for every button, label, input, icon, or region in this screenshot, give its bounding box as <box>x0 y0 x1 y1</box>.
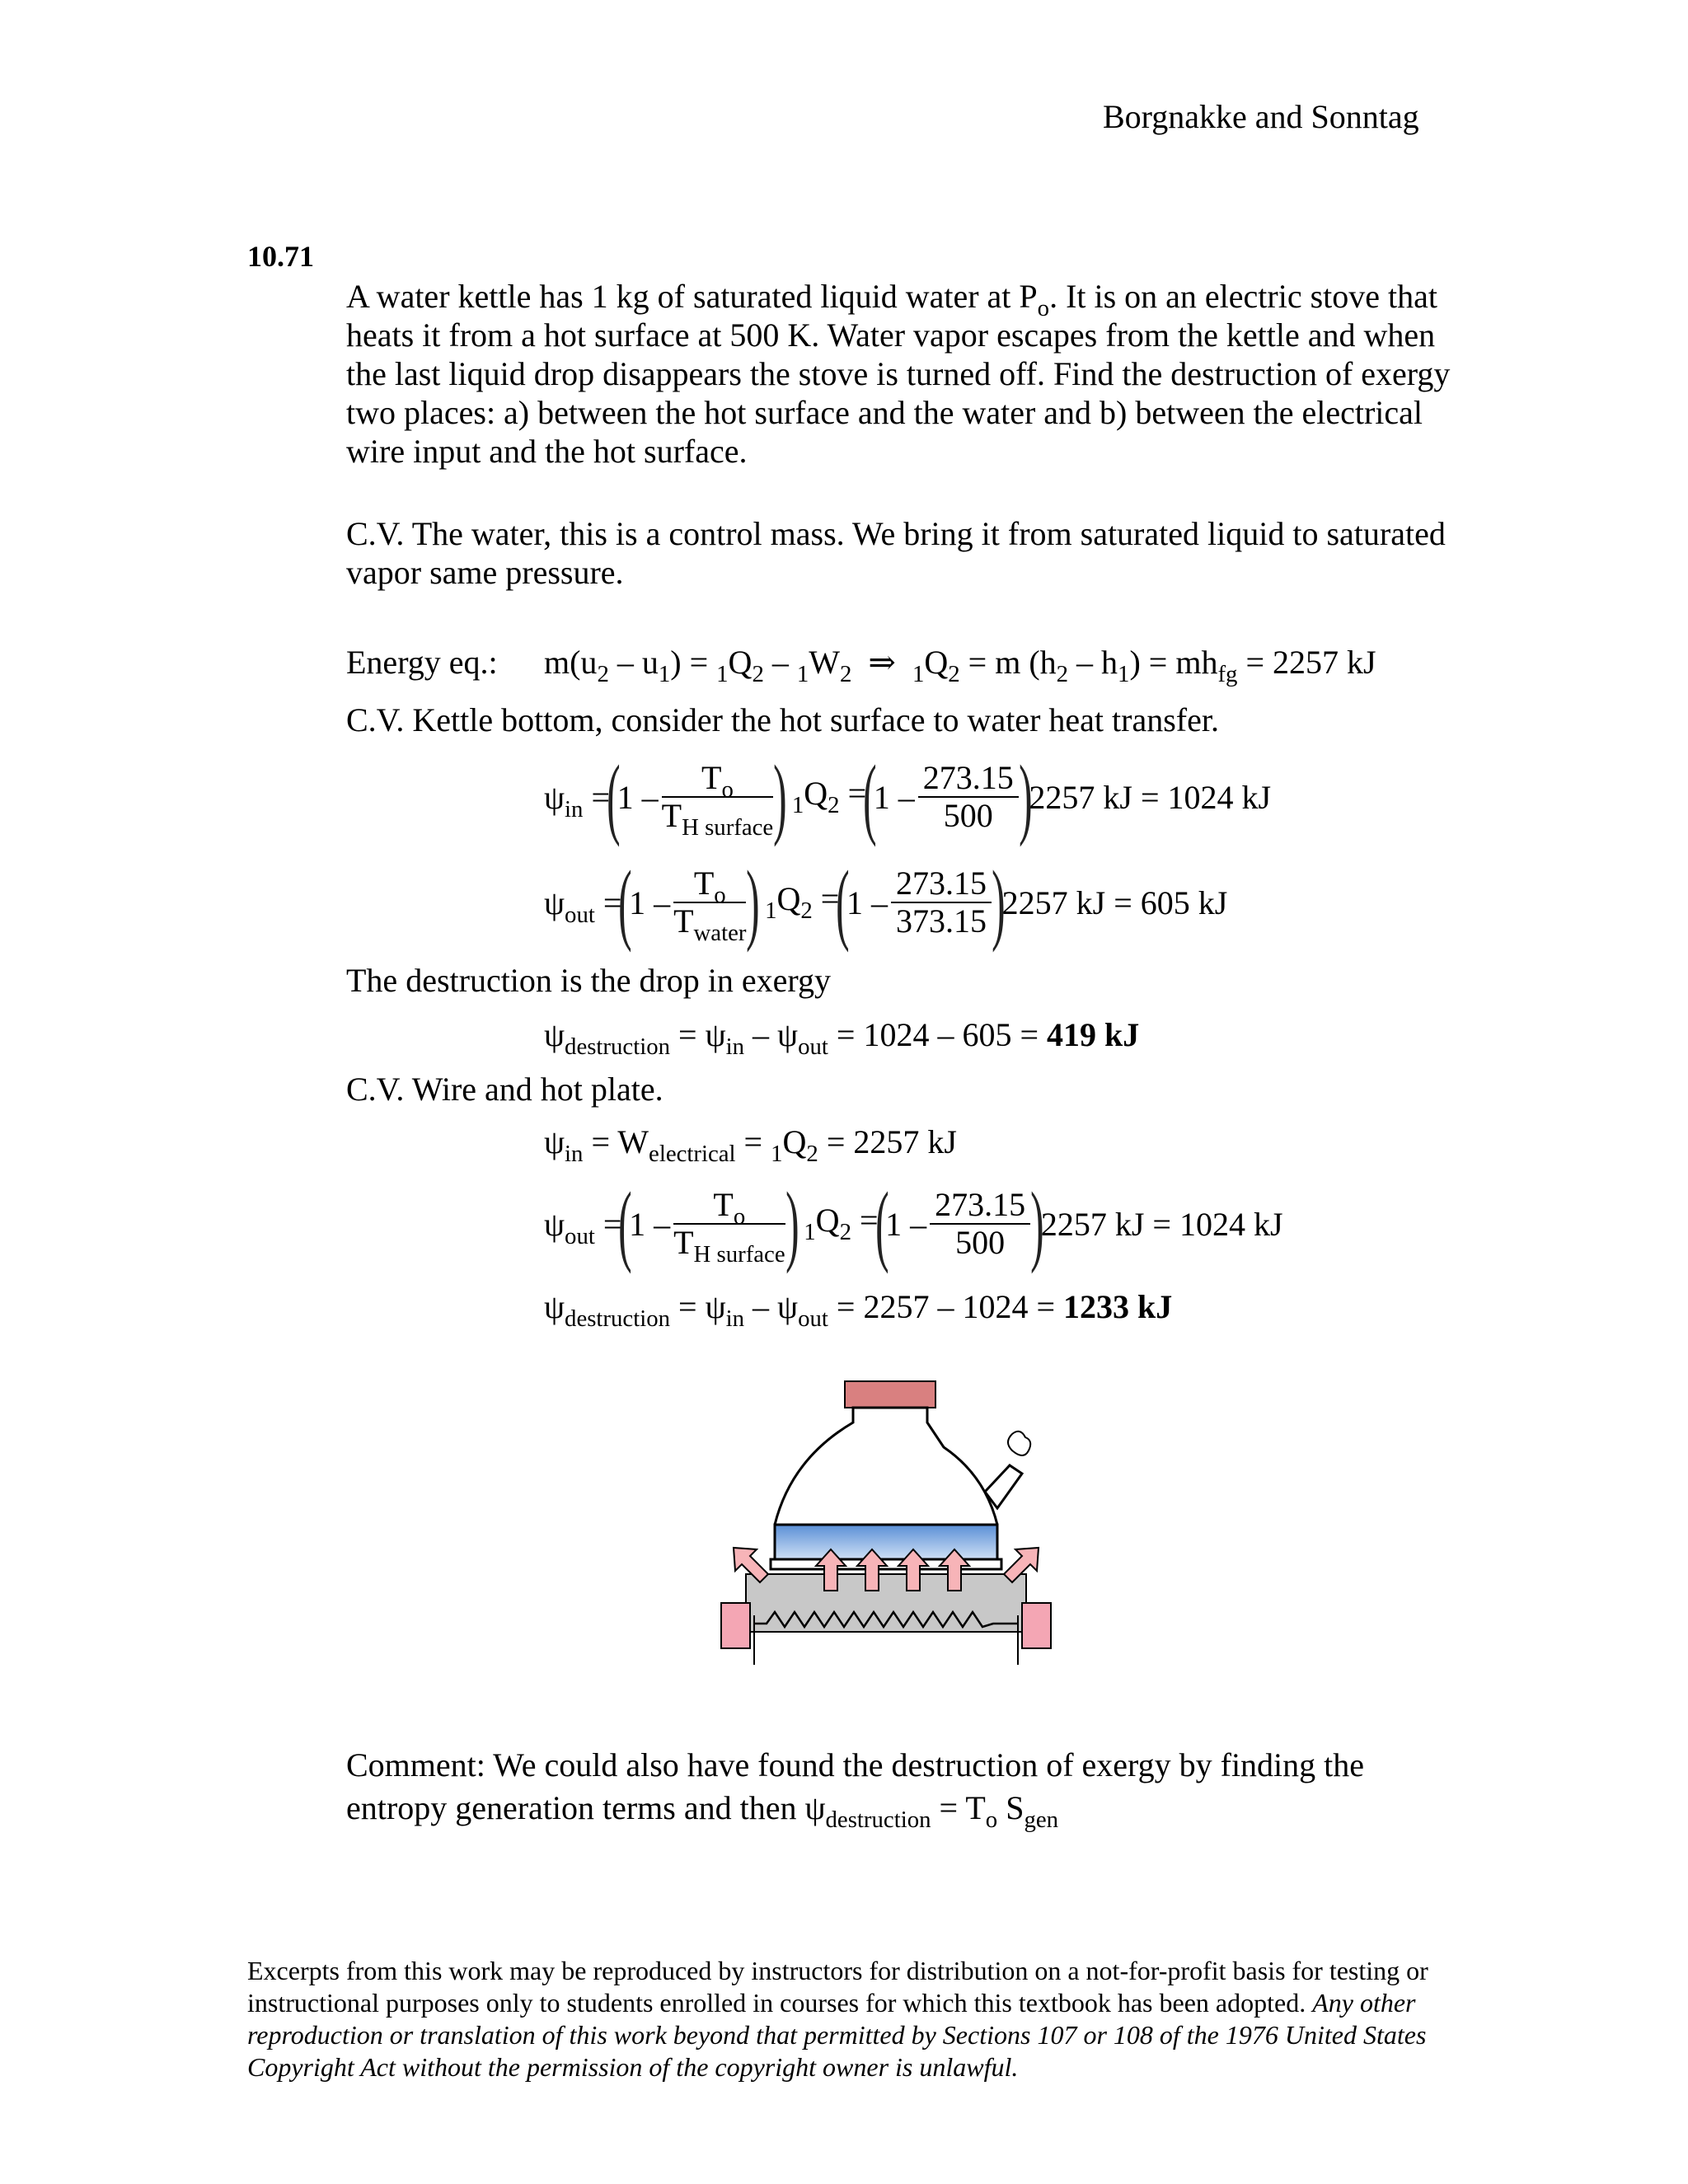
problem-statement: A water kettle has 1 kg of saturated liquid water at $P_o$. It is on an electric stove that heats it from a hot surface at 500 K. Water vapor escapes from the kettle and when the last liquid drop disappears the stove is turned off. Find the destruction of exergy two places: a) between the hot surface and the water and b) between the electrical wire input and the hot surface. <box>346 278 1451 470</box>
comment-line-1: Comment: We could also have found the destruction of exergy by finding the <box>346 1746 1365 1783</box>
psi-in-result: 2257 kJ = 1024 kJ <box>1029 778 1272 816</box>
kettle-on-stove-figure <box>709 1368 1080 1681</box>
kettle-lid <box>845 1381 935 1408</box>
destruction-equation-1: $\psi_{destruction} = \psi_{in} - \psi_{out} = 1024 - 605 = 419$ kJ <box>544 1016 1140 1061</box>
stove-block-left <box>721 1603 750 1648</box>
water-layer <box>775 1525 997 1559</box>
destruction-equation-2: $\psi_{destruction} = \psi_{in} - \psi_{out} = 2257 - 1024 = 1233$ kJ <box>544 1288 1173 1333</box>
destruction-text: The destruction is the drop in exergy <box>346 962 832 999</box>
energy-equation: $m(u_2 - u_1) = _1Q_2 - _1W_2$ ⇒ $_1Q_2 = m$ $(h_2 - h_1) = mh_{fg} = 2257$ kJ <box>544 644 1376 688</box>
psi-out-result-2: 2257 kJ = 1024 kJ <box>1040 1205 1283 1243</box>
psi-in-equation-2: $\psi_{in} = W_{electrical} = _1Q_2 = 2257$ kJ <box>544 1123 957 1168</box>
psi-out-equation-2: $\psi_{out}$ = ( 1 – $\frac{T_o}{T_{H surface}}$ ) $_1Q_2$ = ( 1 – $\frac{273.15}{500}$ ) 2257 kJ = 1024 kJ <box>544 1174 1283 1274</box>
cv-kettle-bottom-text: C.V. Kettle bottom, consider the hot surface to water heat transfer. <box>346 701 1219 738</box>
psi-out-result: 2257 kJ = 605 kJ <box>1001 883 1228 921</box>
comment-line-2: entropy generation terms and then $\psi_{destruction} = T_o$ $S_{gen}$ <box>346 1789 1059 1834</box>
psi-out-equation: $\psi_{out}$ = ( 1 – $\frac{T_o}{T_{water}}$ ) $_1Q_2$ = ( 1 – $\frac{273.15}{373.15}$ ) 2257 kJ = 605 kJ <box>544 852 1228 953</box>
problem-number: 10.71 <box>247 240 314 273</box>
energy-eq-label: Energy eq.: <box>346 644 498 681</box>
stove-block-right <box>1022 1603 1051 1648</box>
psi-in-equation: $\psi_{in}$ = ( 1 – $\frac{T_o}{T_{H surface}}$ ) $_1Q_2$ = ( 1 – $\frac{273.15}{500}$ ) 2257 kJ = 1024 kJ <box>544 747 1272 847</box>
cv-water-text: C.V. The water, this is a control mass. We bring it from saturated liquid to saturated vapor same pressure. <box>346 515 1446 591</box>
page-header-author: Borgnakke and Sonntag <box>1103 98 1419 135</box>
cv-wire-text: C.V. Wire and hot plate. <box>346 1071 663 1108</box>
steam-puff <box>1008 1432 1030 1455</box>
copyright-footer: Excerpts from this work may be reproduced by instructors for distribution on a not-for-profit basis for testing or instructional purposes only to students enrolled in courses for which this textbook has been adopted. Any other reproduction or translation of this work beyond that permitted by Sections 107 or 108 of the 1976 United States Copyright Act without the permission of the copyright owner is unlawful. <box>247 1956 1428 2082</box>
